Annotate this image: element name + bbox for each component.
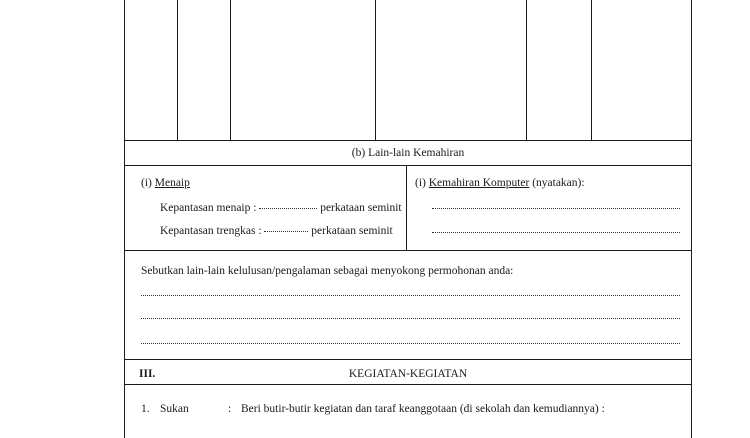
- typing-speed-row: [160, 201, 402, 215]
- skills-column-divider: [406, 165, 407, 250]
- other-qualifications-prompt: Sebutkan lain-lain kelulusan/pengalaman sebagai menyokong permohonan anda:: [141, 265, 514, 277]
- activity-item-label: Sukan: [160, 403, 189, 415]
- divider: [125, 250, 691, 251]
- other-qualifications-line[interactable]: [141, 318, 680, 319]
- computer-heading-suffix: (nyatakan):: [532, 177, 585, 189]
- shorthand-speed-label: Kepantasan trengkas :: [160, 225, 262, 237]
- activity-item-description: Beri butir-butir kegiatan dan taraf keanggotaan (di sekolah dan kemudiannya) :: [241, 403, 605, 415]
- typing-speed-field[interactable]: [259, 208, 317, 209]
- shorthand-speed-unit: perkataan seminit: [311, 225, 393, 237]
- divider: [125, 165, 691, 166]
- table-column-divider: [177, 0, 178, 140]
- shorthand-speed-row: [160, 224, 393, 238]
- table-column-divider: [230, 0, 231, 140]
- computer-skill-line[interactable]: [432, 208, 680, 209]
- divider: [125, 384, 691, 385]
- divider: [125, 359, 691, 360]
- table-column-divider: [526, 0, 527, 140]
- application-form: [124, 0, 692, 438]
- activity-item-colon: :: [228, 403, 232, 415]
- section-iii-title: KEGIATAN-KEGIATAN: [348, 368, 468, 380]
- section-iii-number: III.: [139, 368, 156, 380]
- section-b-title: (b) Lain-lain Kemahiran: [351, 147, 465, 159]
- computer-heading: [415, 176, 585, 190]
- computer-skill-line[interactable]: [432, 232, 680, 233]
- computer-heading-text: Kemahiran Komputer: [428, 177, 530, 189]
- divider: [125, 140, 691, 141]
- computer-label: (i): [415, 177, 426, 189]
- typing-label: (i): [141, 177, 152, 189]
- activity-item-number: 1.: [141, 403, 150, 415]
- typing-speed-unit: perkataan seminit: [320, 202, 402, 214]
- table-column-divider: [375, 0, 376, 140]
- other-qualifications-line[interactable]: [141, 295, 680, 296]
- shorthand-speed-field[interactable]: [264, 231, 308, 232]
- typing-speed-label: Kepantasan menaip :: [160, 202, 257, 214]
- other-qualifications-line[interactable]: [141, 343, 680, 344]
- typing-heading-text: Menaip: [154, 177, 190, 189]
- typing-heading: [141, 176, 190, 190]
- table-column-divider: [591, 0, 592, 140]
